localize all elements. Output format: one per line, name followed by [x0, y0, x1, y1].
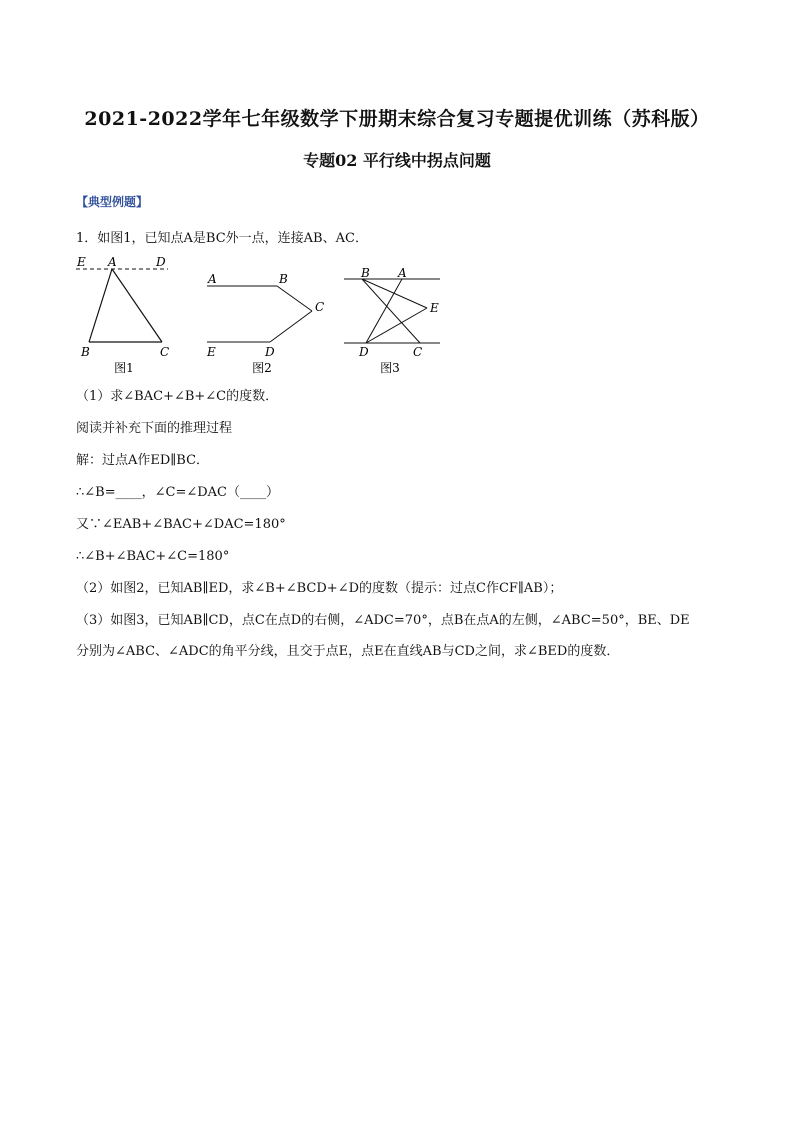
fig1-caption: 图1: [114, 361, 134, 375]
fig2-caption: 图2: [252, 361, 272, 375]
fig2-line-bc: [277, 286, 312, 311]
solution-step-3: 又∵∠EAB+∠BAC+∠DAC=180°: [76, 517, 286, 532]
fig1-label-b: B: [81, 345, 90, 359]
question-3-line-2: 分别为∠ABC、∠ADC的角平分线，且交于点E，点E在直线AB与CD之间，求∠BED的度数．: [76, 644, 620, 659]
solution-step-2: ∴∠B=____，∠C=∠DAC（____）: [76, 485, 279, 500]
fig1-label-e: E: [77, 255, 86, 269]
fig3-label-b: B: [361, 266, 370, 280]
figure-1: [72, 252, 182, 378]
instruction-text: 阅读并补充下面的推理过程: [76, 421, 233, 436]
question-3-line-1: （3）如图3，已知AB∥CD，点C在点D的右侧，∠ADC=70°，点B在点A的左侧，∠ABC=50°，BE、DE: [76, 613, 690, 628]
fig2-line-cd: [270, 311, 312, 342]
fig2-label-e: E: [207, 345, 216, 359]
figure-3: [342, 262, 446, 378]
fig2-label-b: B: [279, 272, 288, 286]
fig2-label-d: D: [265, 345, 275, 359]
fig3-line-be: [362, 279, 427, 308]
page-title: 2021-2022学年七年级数学下册期末综合复习专题提优训练（苏科版）: [84, 108, 710, 130]
fig3-caption: 图3: [380, 361, 400, 375]
fig3-label-c: C: [413, 345, 423, 359]
question-1: （1）求∠BAC+∠B+∠C的度数．: [76, 389, 279, 404]
fig1-line-ab: [89, 269, 112, 342]
problem-intro: 1．如图1，已知点A是BC外一点，连接AB、AC．: [76, 231, 368, 246]
solution-step-1: 解：过点A作ED∥BC．: [76, 453, 210, 468]
fig2-label-a: A: [208, 272, 217, 286]
question-2: （2）如图2，已知AB∥ED，求∠B+∠BCD+∠D的度数（提示：过点C作CF∥AB）；: [76, 581, 563, 596]
fig1-line-ac: [112, 269, 162, 342]
fig3-label-d: D: [359, 345, 369, 359]
solution-step-4: ∴∠B+∠BAC+∠C=180°: [76, 549, 230, 564]
fig1-label-c: C: [160, 345, 170, 359]
figure-2: [202, 265, 332, 378]
section-heading: 【典型例题】: [76, 195, 149, 209]
fig3-line-de: [366, 308, 427, 343]
page-subtitle: 专题02 平行线中拐点问题: [303, 151, 491, 170]
fig1-label-d: D: [156, 255, 166, 269]
fig1-label-a: A: [108, 255, 117, 269]
fig3-label-a: A: [398, 266, 407, 280]
fig3-line-bc: [362, 279, 420, 343]
fig3-label-e: E: [430, 301, 439, 315]
fig2-label-c: C: [315, 300, 325, 314]
